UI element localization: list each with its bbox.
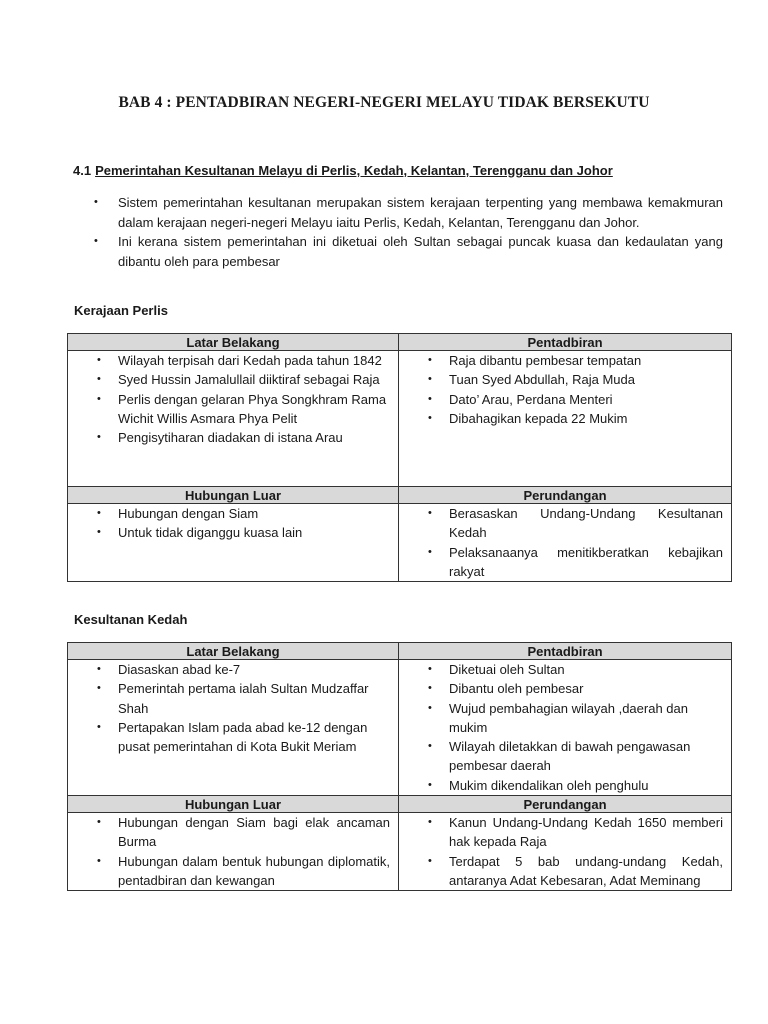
list-item-text: Hubungan dengan Siam bagi elak ancaman Burma xyxy=(118,815,390,850)
bullet-icon: • xyxy=(97,526,101,539)
list-item-text: Diasaskan abad ke-7 xyxy=(118,662,241,677)
perlis-perundangan-cell xyxy=(399,504,732,582)
kedah-table xyxy=(67,642,732,891)
kedah-hubungan-luar-cell xyxy=(68,813,399,891)
intro-list xyxy=(92,193,723,271)
bullet-icon: • xyxy=(428,545,432,558)
list-item-text: Tuan Syed Abdullah, Raja Muda xyxy=(449,372,635,388)
list-item-text: Diketuai oleh Sultan xyxy=(449,662,565,677)
bullet-icon: • xyxy=(97,720,101,733)
list-item xyxy=(399,699,723,738)
bullet-icon: • xyxy=(428,778,432,791)
bullet-icon: • xyxy=(97,431,101,444)
kedah-header-perundangan: Perundangan xyxy=(399,796,732,813)
intro-point-text: Sistem pemerintahan kesultanan merupakan sistem kerajaan terpenting yang membawa kemakmuran dalam kerajaan negeri-negeri Melayu iaitu Perlis, Kedah, Kelantan, Terengganu dan Johor. xyxy=(118,195,723,230)
list-item-text: Wilayah diletakkan di bawah pengawasan pembesar daerah xyxy=(449,739,691,774)
bullet-icon: • xyxy=(428,701,432,714)
perlis-header-pentadbiran: Pentadbiran xyxy=(399,334,732,351)
list-item xyxy=(68,504,390,523)
list-item xyxy=(68,390,390,429)
list-item xyxy=(399,504,723,543)
kedah-perundangan-cell xyxy=(399,813,732,891)
bullet-icon: • xyxy=(428,740,432,753)
list-item-text: Dato’ Arau, Perdana Menteri xyxy=(449,391,613,407)
list-item xyxy=(68,523,390,542)
bullet-icon: • xyxy=(428,682,432,695)
list-item-text: Mukim dikendalikan oleh penghulu xyxy=(449,777,649,793)
list-item xyxy=(399,543,723,582)
list-item-text: Untuk tidak diganggu kuasa lain xyxy=(118,525,303,541)
list-item-text: Raja dibantu pembesar tempatan xyxy=(449,353,642,368)
section-heading-text: Pemerintahan Kesultanan Melayu di Perlis, Kedah, Kelantan, Terengganu dan Johor xyxy=(95,163,613,178)
bullet-icon: • xyxy=(97,373,101,386)
perlis-pentadbiran-cell xyxy=(399,351,732,487)
list-item-text: Kanun Undang-Undang Kedah 1650 memberi hak kepada Raja xyxy=(449,815,723,850)
list-item-text: Dibahagikan kepada 22 Mukim xyxy=(449,410,628,426)
list-item xyxy=(68,660,390,679)
list-item-text: Wilayah terpisah dari Kedah pada tahun 1842 xyxy=(118,353,382,368)
list-item xyxy=(68,428,390,447)
list-item xyxy=(399,390,723,409)
bullet-icon: • xyxy=(428,354,432,366)
intro-point xyxy=(92,232,723,271)
bullet-icon: • xyxy=(94,196,98,208)
kedah-header-pentadbiran: Pentadbiran xyxy=(399,643,732,660)
section-heading xyxy=(73,163,613,178)
perlis-header-latar-belakang: Latar Belakang xyxy=(68,334,399,351)
list-item xyxy=(399,370,723,389)
list-item xyxy=(399,737,723,776)
list-item-text: Dibantu oleh pembesar xyxy=(449,681,584,697)
bullet-icon: • xyxy=(97,682,101,695)
list-item xyxy=(399,351,723,370)
list-item xyxy=(68,852,390,891)
list-item-text: Pertapakan Islam pada abad ke-12 dengan pusat pemerintahan di Kota Bukit Meriam xyxy=(118,719,368,755)
bullet-icon: • xyxy=(428,663,432,675)
perlis-header-perundangan: Perundangan xyxy=(399,487,732,504)
perlis-table xyxy=(67,333,732,582)
list-item xyxy=(68,370,390,389)
list-item xyxy=(399,813,723,852)
list-item-text: Perlis dengan gelaran Phya Songkhram Rama Wichit Willis Asmara Phya Pelit xyxy=(118,391,387,426)
section-number: 4.1 xyxy=(73,163,92,178)
bullet-icon: • xyxy=(97,507,101,519)
perlis-hubungan-luar-cell xyxy=(68,504,399,582)
bullet-icon: • xyxy=(97,816,101,829)
kedah-title: Kesultanan Kedah xyxy=(74,612,188,627)
intro-point-text: Ini kerana sistem pemerintahan ini diketuai oleh Sultan sebagai puncak kuasa dan kedaulatan yang dibantu oleh para pembesar xyxy=(118,234,723,269)
bullet-icon: • xyxy=(428,854,432,867)
list-item xyxy=(399,679,723,698)
bullet-icon: • xyxy=(428,507,432,519)
list-item-text: Berasaskan Undang-Undang Kesultanan Kedah xyxy=(449,506,723,541)
bullet-icon: • xyxy=(97,663,101,675)
kedah-header-hubungan-luar: Hubungan Luar xyxy=(68,796,399,813)
bullet-icon: • xyxy=(97,392,101,405)
list-item xyxy=(399,660,723,679)
perlis-title: Kerajaan Perlis xyxy=(74,303,168,318)
bullet-icon: • xyxy=(428,392,432,405)
list-item xyxy=(399,409,723,428)
list-item-text: Pemerintah pertama ialah Sultan Mudzaffar Shah xyxy=(118,681,369,716)
list-item xyxy=(399,852,723,891)
list-item xyxy=(68,718,390,757)
kedah-header-latar-belakang: Latar Belakang xyxy=(68,643,399,660)
kedah-pentadbiran-cell xyxy=(399,660,732,796)
list-item-text: Pelaksanaanya menitikberatkan kebajikan rakyat xyxy=(449,544,723,579)
bullet-icon: • xyxy=(428,411,432,424)
bullet-icon: • xyxy=(97,354,101,366)
list-item-text: Syed Hussin Jamalullail diiktiraf sebagai Raja xyxy=(118,372,380,388)
list-item-text: Pengisytiharan diadakan di istana Arau xyxy=(118,430,343,446)
perlis-header-hubungan-luar: Hubungan Luar xyxy=(68,487,399,504)
intro-point xyxy=(92,193,723,232)
bullet-icon: • xyxy=(94,235,98,247)
list-item-text: Wujud pembahagian wilayah ,daerah dan mukim xyxy=(449,700,688,735)
bullet-icon: • xyxy=(428,816,432,829)
list-item xyxy=(399,776,723,795)
list-item-text: Terdapat 5 bab undang-undang Kedah, antaranya Adat Kebesaran, Adat Meminang xyxy=(449,853,723,888)
list-item-text: Hubungan dalam bentuk hubungan diplomatik, pentadbiran dan kewangan xyxy=(118,853,390,888)
bullet-icon: • xyxy=(97,854,101,867)
bullet-icon: • xyxy=(428,373,432,386)
list-item xyxy=(68,351,390,370)
list-item xyxy=(68,679,390,718)
kedah-latar-belakang-cell xyxy=(68,660,399,796)
list-item xyxy=(68,813,390,852)
perlis-latar-belakang-cell xyxy=(68,351,399,487)
chapter-title: BAB 4 : PENTADBIRAN NEGERI-NEGERI MELAYU TIDAK BERSEKUTU xyxy=(118,94,650,111)
list-item-text: Hubungan dengan Siam xyxy=(118,506,259,521)
